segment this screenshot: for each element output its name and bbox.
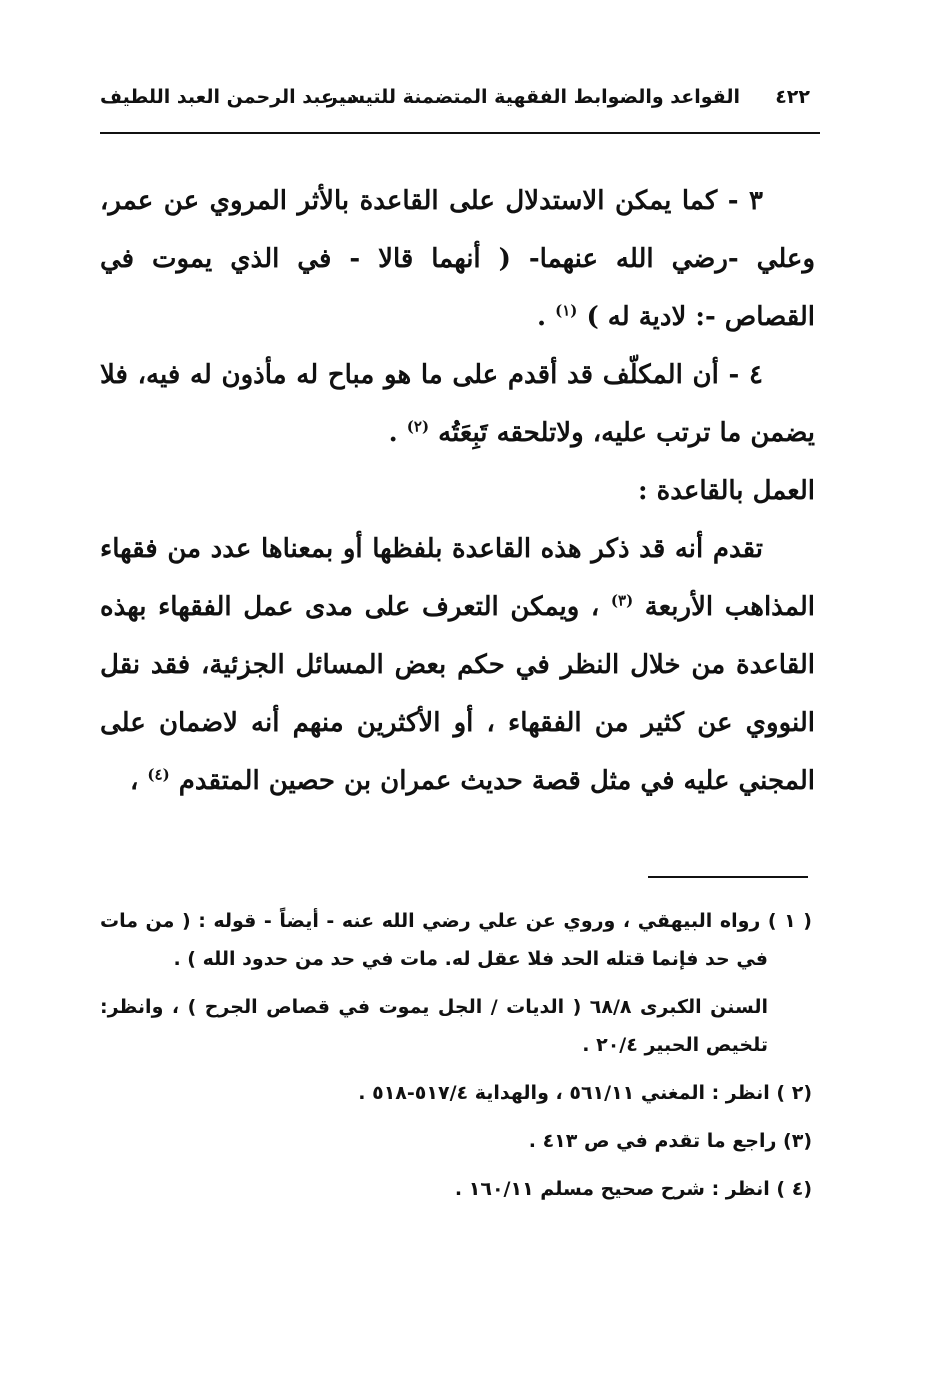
page-number: ٤٢٢ <box>775 86 810 108</box>
paragraph-4 <box>100 346 815 462</box>
paragraph-5-text-a: تقدم أنه قد ذكر هذه القاعدة بلفظها أو بمعناها عدد من فقهاء المذاهب الأربعة <box>100 534 815 622</box>
footnote-3: (٣) راجع ما تقدم في ص ٤١٣ . <box>528 1130 812 1152</box>
footnote-separator <box>648 876 808 878</box>
footnote-ref-2: (٢) <box>406 417 430 436</box>
main-text <box>100 172 815 810</box>
footnote-ref-1: (١) <box>555 301 578 320</box>
paragraph-3-end: . <box>536 302 547 332</box>
footnote-ref-3: (٣) <box>610 591 634 610</box>
paragraph-3-text: ٣ - كما يمكن الاستدلال على القاعدة بالأثر المروي عن عمر، وعلي -رضي الله عنهما- ( أنهما قالا - في الذي يموت في القصاص -: لادية له ) <box>100 186 815 332</box>
footnotes <box>100 902 812 1218</box>
running-header <box>100 80 810 120</box>
author-name: د. عبد الرحمن العبد اللطيف <box>100 86 358 108</box>
paragraph-3 <box>100 172 815 346</box>
footnote-1: ( ١ ) رواه البيهقي ، وروي عن علي رضي الله عنه - أيضاً - قوله : ( من مات في حد فإنما قتله الحد فلا عقل له. مات في حد من حدود الله ) . <box>100 910 812 970</box>
paragraph-4-text: ٤ - أن المكلّف قد أقدم على ما هو مباح له مأذون له فيه، فلا يضمن ما ترتب عليه، ولاتلحقه تَبِعَتُه <box>100 360 815 448</box>
footnote-2: (٢ ) انظر : المغني ٥٦١/١١ ، والهداية ٥١٧/٤-٥١٨ . <box>358 1082 812 1104</box>
paragraph-5-text-b: ، ويمكن التعرف على مدى عمل الفقهاء بهذه القاعدة من خلال النظر في حكم بعض المسائل الجزئية، فقد نقل النووي عن كثير من الفقهاء ، أو الأكثرين منهم أنه لاضمان على المجني عليه في مثل قصة حديث عمران بن حصين المتقدم <box>100 592 815 796</box>
section-heading: العمل بالقاعدة : <box>637 476 815 506</box>
paragraph-5 <box>100 520 815 810</box>
paragraph-4-end: . <box>388 418 398 448</box>
book-title: القواعد والضوابط الفقهية المتضمنة للتيسير <box>326 86 740 108</box>
footnote-1-source: السنن الكبرى ٦٨/٨ ( الديات / الجل يموت في قصاص الجرح ) ، وانظر: تلخيص الحبير ٢٠/٤ . <box>100 996 769 1056</box>
footnote-ref-4: (٤) <box>147 765 170 784</box>
paragraph-5-end: ، <box>129 766 139 796</box>
footnote-4: (٤ ) انظر : شرح صحيح مسلم ١٦٠/١١ . <box>454 1178 812 1200</box>
header-rule <box>100 132 820 134</box>
